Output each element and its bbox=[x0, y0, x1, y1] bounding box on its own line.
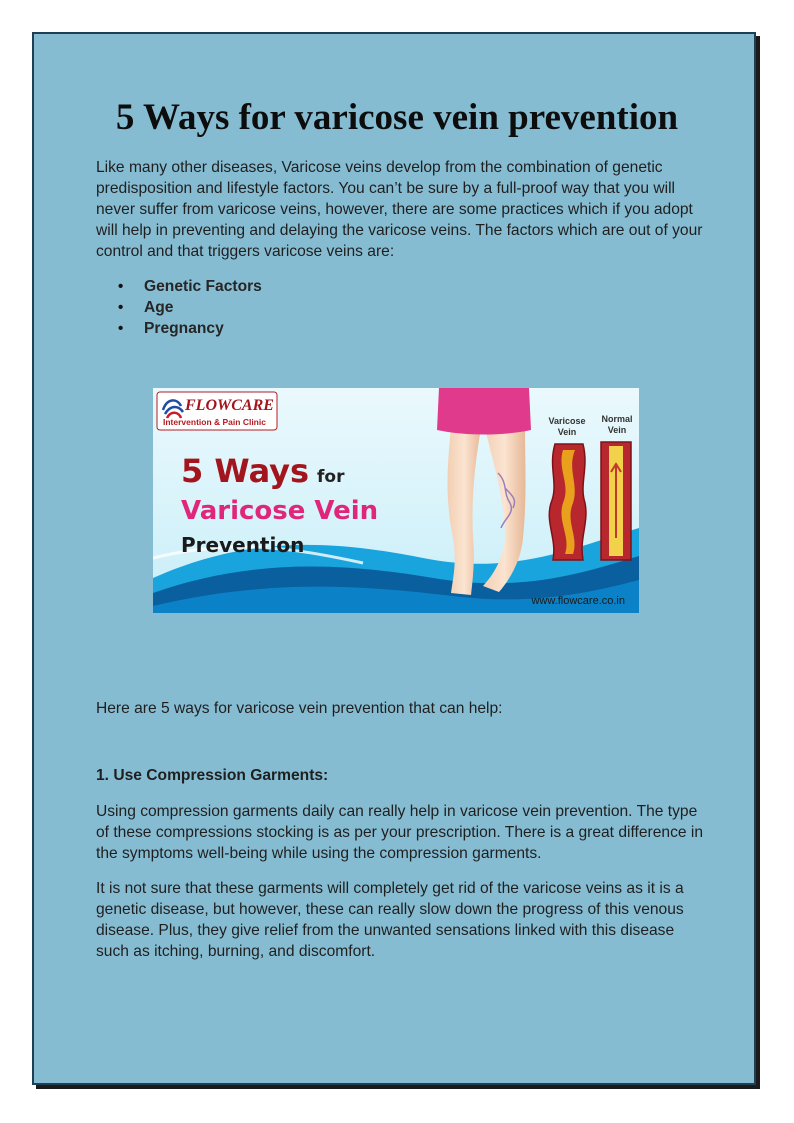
label-normal-line1: Normal bbox=[601, 414, 633, 424]
intro-paragraph: Like many other diseases, Varicose veins develop from the combination of genetic predisposition and lifestyle factors. You can’t be sure by a full-proof way that you will never suffer from varicose veins, however, there are some practices which if you adopt will help in preventing and delaying the varicose veins. The factors which are out of your control and that triggers varicose veins are: bbox=[96, 159, 703, 260]
section-1-paragraph-1: Using compression garments daily can really help in varicose vein prevention. The type of these compressions stocking is as per your prescription. There is a great difference in the symptoms well-being while using the compression garments. bbox=[96, 803, 704, 862]
factor-item-pregnancy: • Pregnancy bbox=[96, 318, 262, 339]
factors-list bbox=[96, 276, 262, 339]
section-1-paragraph-2: It is not sure that these garments will completely get rid of the varicose veins as it is a genetic disease, but however, these can really slow down the progress of this venous disease. Plus, they give relief from the unwanted sensations linked with this disease such as itching, burning, and discomfort. bbox=[96, 880, 684, 960]
logo-brand-text: FLOWCARE bbox=[185, 397, 274, 414]
banner-image bbox=[153, 388, 639, 613]
headline-for: for bbox=[317, 467, 345, 487]
label-varicose-line2: Vein bbox=[557, 427, 577, 437]
website-url: www.flowcare.co.in bbox=[531, 595, 625, 607]
section-1-heading: 1. Use Compression Garments: bbox=[96, 767, 329, 784]
factor-item-age: • Age bbox=[96, 297, 262, 318]
headline-varicose-vein: Varicose Vein bbox=[181, 496, 379, 526]
label-varicose-line1: Varicose bbox=[548, 416, 586, 426]
skirt bbox=[437, 388, 531, 435]
headline-prevention: Prevention bbox=[181, 533, 305, 557]
headline-5-ways: 5 Ways bbox=[181, 452, 310, 490]
ways-intro: Here are 5 ways for varicose vein prevention that can help: bbox=[96, 700, 503, 717]
factor-item-genetic: • Genetic Factors bbox=[96, 276, 262, 297]
page-title: 5 Ways for varicose vein prevention bbox=[115, 97, 679, 138]
label-normal-line2: Vein bbox=[607, 425, 627, 435]
logo-sub-text: Intervention & Pain Clinic bbox=[163, 417, 266, 427]
